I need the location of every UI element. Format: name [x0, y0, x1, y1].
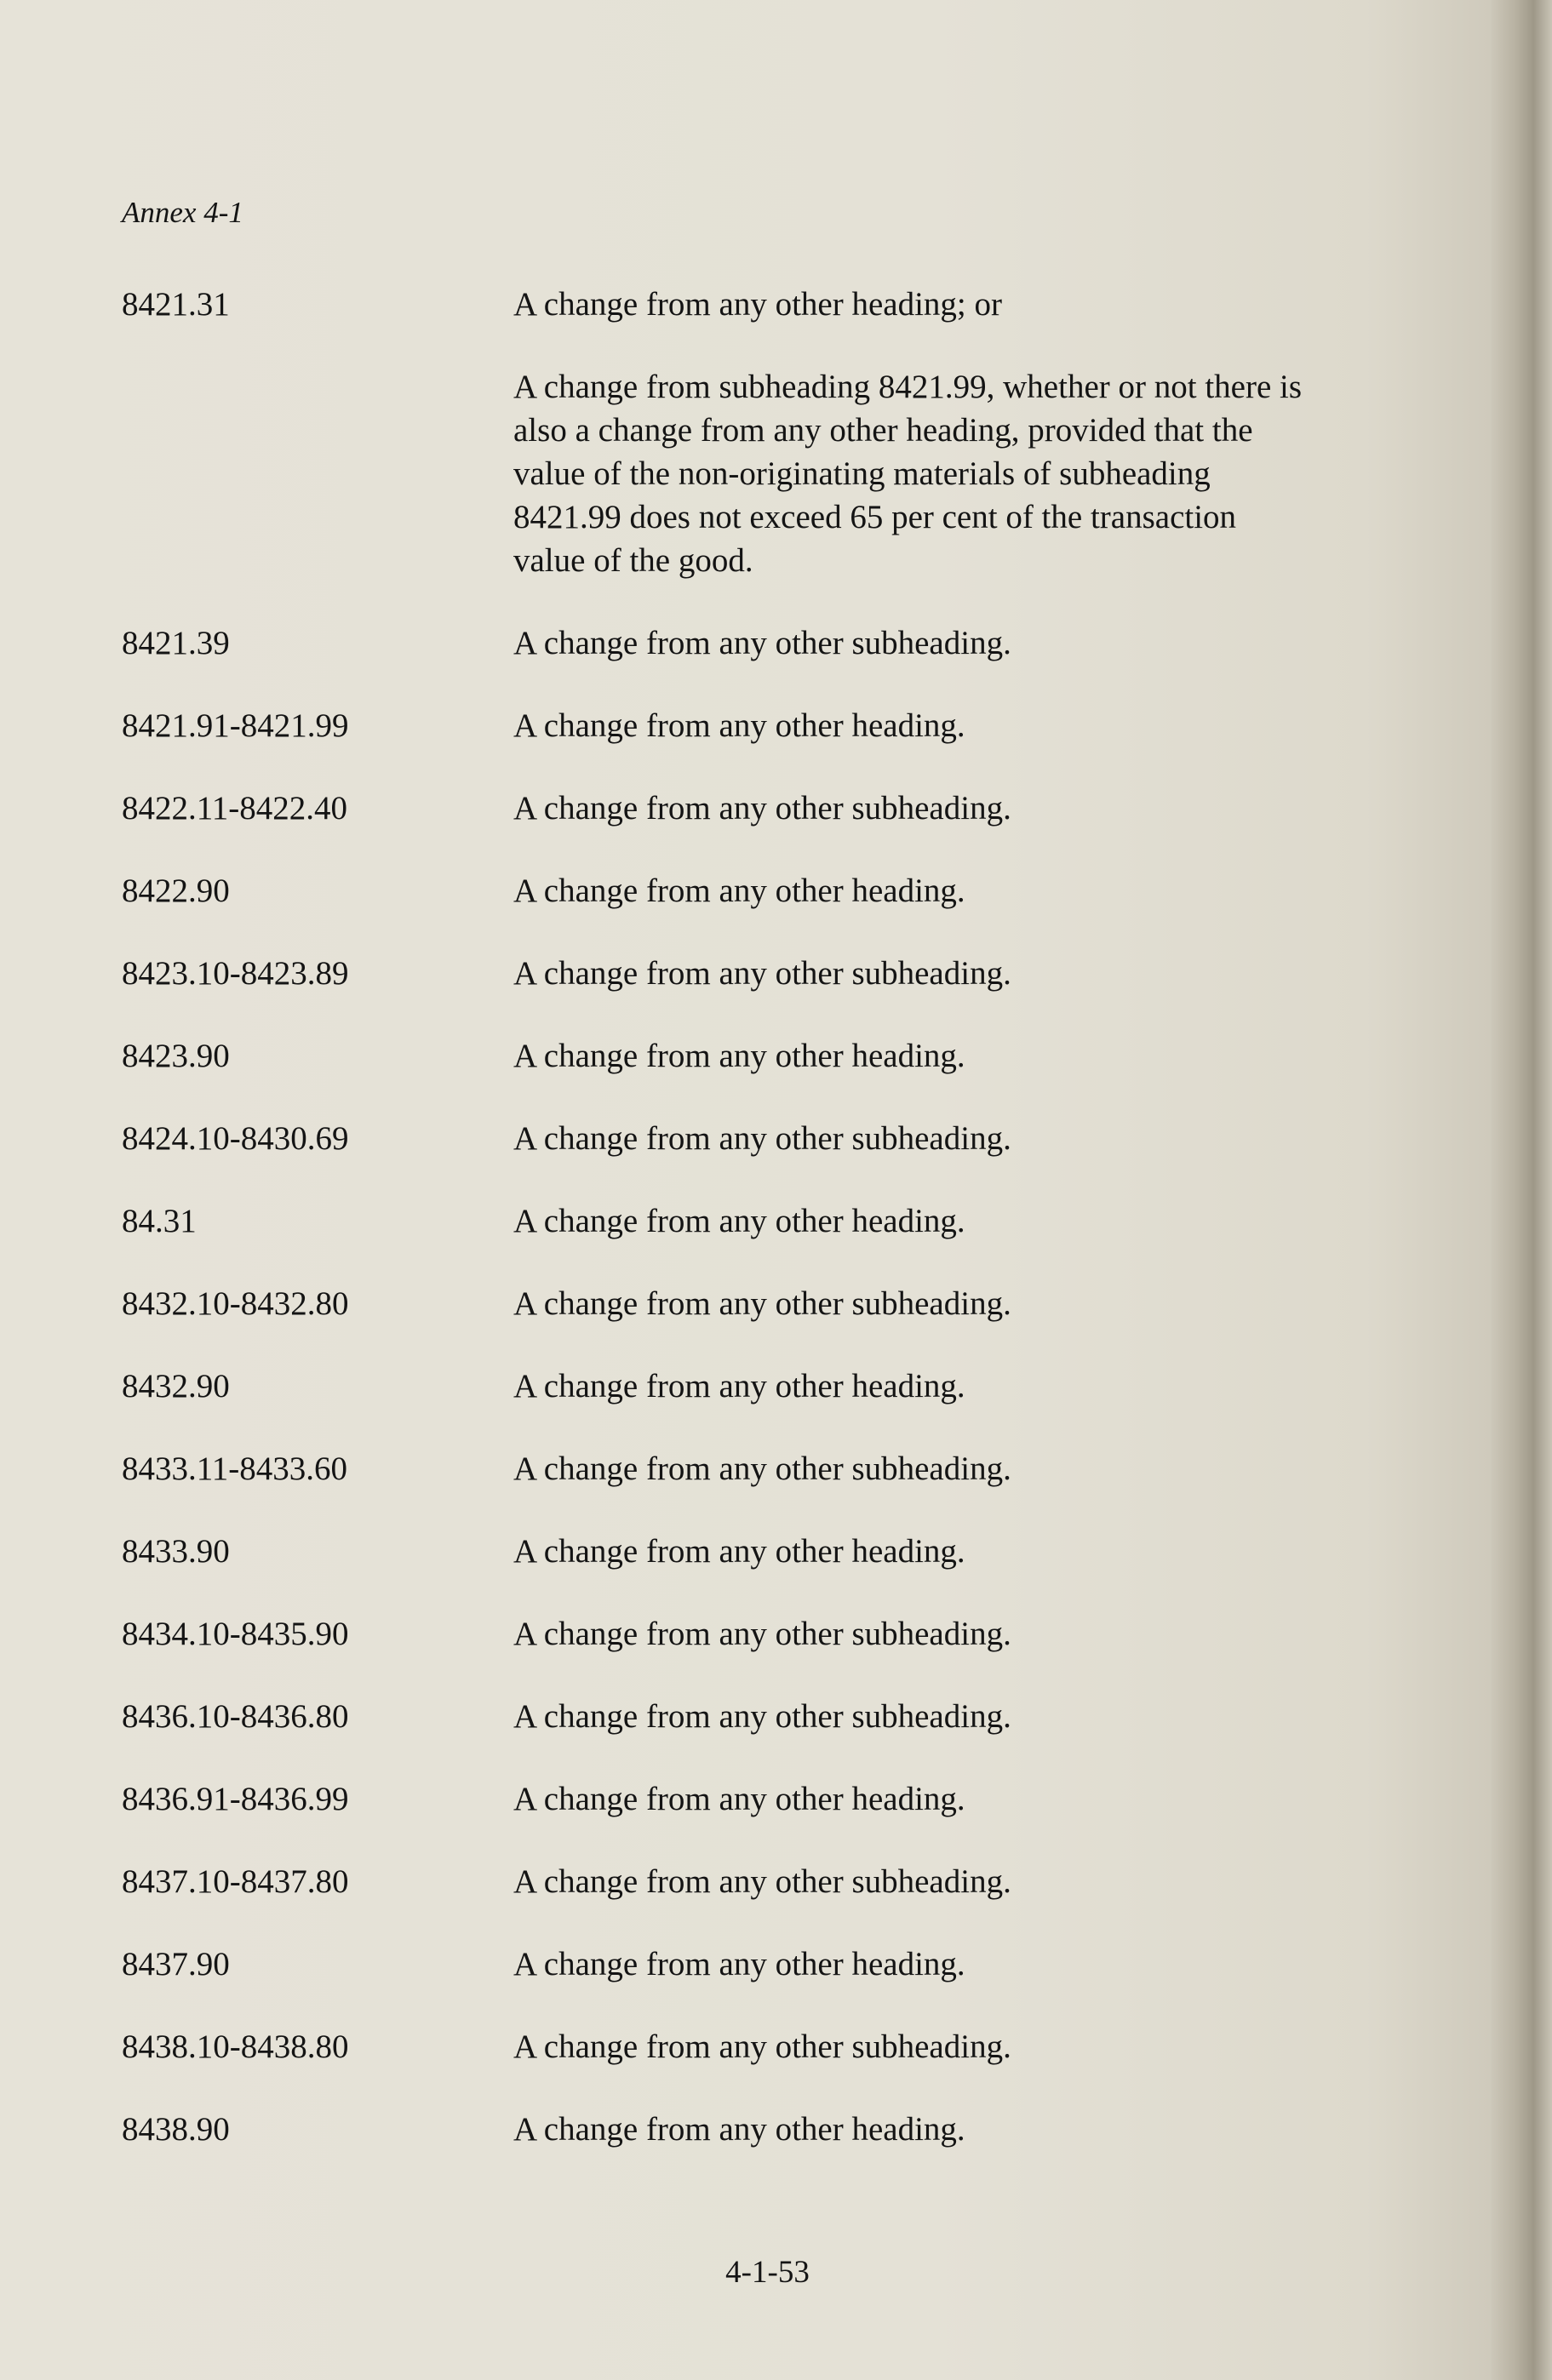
tariff-code: 8436.91-8436.99: [122, 1781, 349, 1817]
rule-text-group: [513, 283, 1314, 582]
tariff-code: 8423.90: [122, 1038, 230, 1074]
rule-text: A change from any other heading.: [513, 1781, 965, 1817]
rule-text: A change from any other subheading.: [513, 1863, 1011, 1900]
rule-text-group: [513, 704, 1314, 747]
rule-text-group: [513, 1530, 1314, 1573]
rule-row: [122, 1199, 1314, 1243]
rule-text-group: [513, 1942, 1314, 1986]
rule-text: A change from any other heading.: [513, 707, 965, 744]
tariff-code: 8422.11-8422.40: [122, 790, 348, 827]
rule-row: [122, 1530, 1314, 1573]
tariff-code: 8438.90: [122, 2111, 230, 2148]
tariff-code: 84.31: [122, 1203, 197, 1239]
rule-text-group: [513, 1282, 1314, 1325]
rule-row: [122, 704, 1314, 747]
rule-text-group: [513, 787, 1314, 830]
rule-text: A change from any other heading.: [513, 1038, 965, 1074]
tariff-code: 8432.90: [122, 1368, 230, 1405]
rule-row: [122, 1695, 1314, 1738]
rule-text-group: [513, 1034, 1314, 1078]
rule-text: A change from any other subheading.: [513, 790, 1011, 827]
rule-row: [122, 1612, 1314, 1656]
rule-text: A change from any other subheading.: [513, 625, 1011, 661]
tariff-code: 8424.10-8430.69: [122, 1120, 349, 1157]
rule-text: A change from any other heading.: [513, 1533, 965, 1570]
rule-text: A change from any other subheading.: [513, 1450, 1011, 1487]
rule-row: [122, 1117, 1314, 1160]
rule-row: [122, 2025, 1314, 2068]
rule-row: [122, 1282, 1314, 1325]
rule-text: A change from any other subheading.: [513, 955, 1011, 992]
book-gutter: [1491, 0, 1552, 2380]
rule-row: [122, 787, 1314, 830]
rule-text-group: [513, 952, 1314, 995]
rule-text: A change from subheading 8421.99, whether or not there is also a change from any other heading, provided that the value of the non-originating materials of subheading 8421.99 does not exceed 65 per cent of the transaction value of the good.: [513, 369, 1303, 579]
rule-text: A change from any other subheading.: [513, 1285, 1011, 1322]
rule-row: [122, 1942, 1314, 1986]
tariff-code: 8422.90: [122, 872, 230, 909]
tariff-code: 8436.10-8436.80: [122, 1698, 349, 1735]
rule-text: A change from any other heading.: [513, 1368, 965, 1405]
rule-text-group: [513, 1199, 1314, 1243]
rule-row: [122, 1447, 1314, 1490]
rule-text-group: [513, 2108, 1314, 2151]
rule-text: A change from any other heading; or: [513, 286, 1002, 323]
tariff-code: 8432.10-8432.80: [122, 1285, 349, 1322]
tariff-code: 8434.10-8435.90: [122, 1616, 349, 1652]
rule-text-group: [513, 1447, 1314, 1490]
rule-text-group: [513, 621, 1314, 665]
rule-row: [122, 1860, 1314, 1903]
tariff-code: 8433.11-8433.60: [122, 1450, 348, 1487]
rule-text: A change from any other subheading.: [513, 2028, 1011, 2065]
rule-row: [122, 1777, 1314, 1821]
rule-text-group: [513, 869, 1314, 913]
rule-row: [122, 283, 1314, 582]
rule-row: [122, 952, 1314, 995]
rule-text-group: [513, 1364, 1314, 1408]
tariff-code: 8421.39: [122, 625, 230, 661]
rule-row: [122, 1364, 1314, 1408]
tariff-code: 8433.90: [122, 1533, 230, 1570]
rule-row: [122, 869, 1314, 913]
rule-row: [122, 2108, 1314, 2151]
rule-text: A change from any other heading.: [513, 1203, 965, 1239]
rule-text-group: [513, 1777, 1314, 1821]
page-number: 4-1-53: [725, 2255, 810, 2290]
rule-row: [122, 621, 1314, 665]
rules-of-origin-table: [122, 283, 1314, 2190]
rule-text: A change from any other subheading.: [513, 1698, 1011, 1735]
tariff-code: 8437.10-8437.80: [122, 1863, 349, 1900]
rule-text: A change from any other subheading.: [513, 1120, 1011, 1157]
rule-text-group: [513, 1612, 1314, 1656]
rule-row: [122, 1034, 1314, 1078]
rule-text-group: [513, 1117, 1314, 1160]
tariff-code: 8423.10-8423.89: [122, 955, 349, 992]
rule-text: A change from any other heading.: [513, 2111, 965, 2148]
tariff-code: 8421.31: [122, 286, 230, 323]
running-header: Annex 4-1: [122, 196, 243, 229]
rule-text: A change from any other subheading.: [513, 1616, 1011, 1652]
tariff-code: 8437.90: [122, 1946, 230, 1982]
rule-text-group: [513, 1695, 1314, 1738]
rule-text: A change from any other heading.: [513, 1946, 965, 1982]
tariff-code: 8421.91-8421.99: [122, 707, 349, 744]
rule-text-group: [513, 2025, 1314, 2068]
rule-text: A change from any other heading.: [513, 872, 965, 909]
rule-text-group: [513, 1860, 1314, 1903]
tariff-code: 8438.10-8438.80: [122, 2028, 349, 2065]
